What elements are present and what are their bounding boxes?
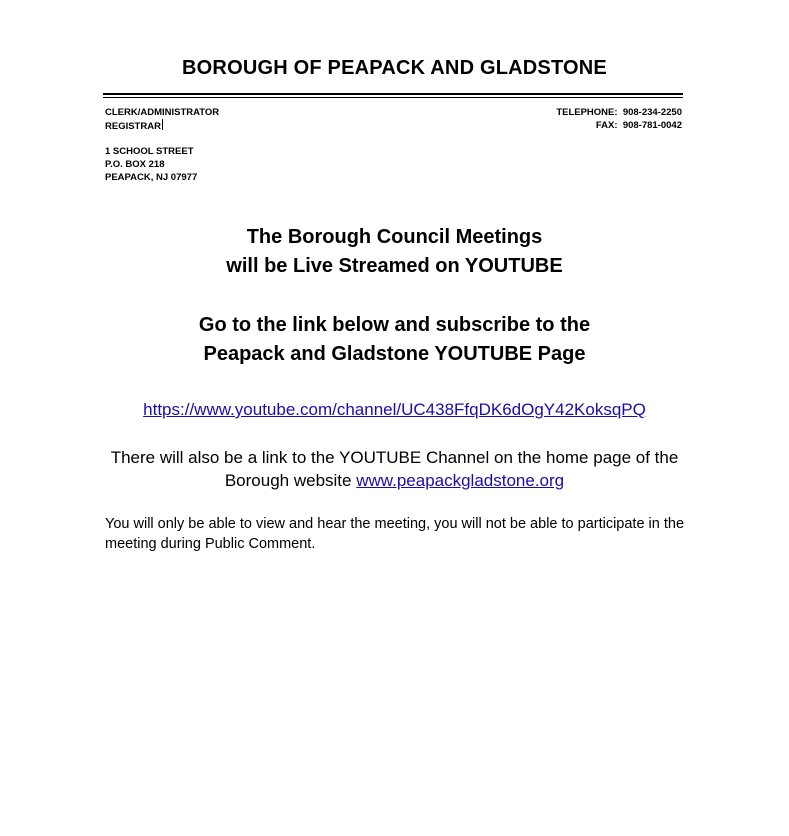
- address-line-city: PEAPACK, NJ 07977: [105, 172, 198, 183]
- youtube-channel-link[interactable]: https://www.youtube.com/channel/UC438FfqDK6dOgY42KoksqPQ: [143, 400, 646, 419]
- website-info-line1: There will also be a link to the YOUTUBE Channel on the home page of the: [110, 448, 679, 467]
- fax-number: 908-781-0042: [622, 120, 682, 131]
- subscribe-headline: [0, 311, 789, 369]
- subscribe-headline-line2: Peapack and Gladstone YOUTUBE Page: [203, 343, 586, 365]
- contact-block: [556, 106, 682, 132]
- website-info: [0, 446, 789, 492]
- text-cursor: [162, 119, 163, 130]
- telephone-number: 908-234-2250: [622, 107, 682, 118]
- website-info-prefix: Borough website: [224, 471, 352, 490]
- website-info-line2: [0, 469, 789, 492]
- telephone-line: [556, 106, 682, 119]
- header-rule-thick: [103, 93, 683, 95]
- subscribe-headline-line1: Go to the link below and subscribe to the: [198, 314, 591, 336]
- address-block: [105, 145, 197, 184]
- address-line-pobox: P.O. BOX 218: [105, 159, 165, 170]
- borough-website-link[interactable]: www.peapackgladstone.org: [356, 471, 565, 490]
- registrar-text: REGISTRAR: [105, 121, 161, 132]
- office-line-clerk: CLERK/ADMINISTRATOR: [105, 107, 220, 118]
- document-title: BOROUGH OF PEAPACK AND GLADSTONE: [182, 57, 607, 79]
- address-line-street: 1 SCHOOL STREET: [105, 146, 194, 157]
- youtube-link-line: [0, 400, 789, 420]
- livestream-headline: [0, 223, 789, 281]
- livestream-headline-line2: will be Live Streamed on YOUTUBE: [226, 255, 563, 277]
- fax-label: FAX:: [595, 120, 618, 131]
- office-line-registrar: [105, 119, 219, 133]
- header-rule-thin: [103, 97, 683, 98]
- office-block: [105, 106, 219, 133]
- participation-note: You will only be able to view and hear the meeting, you will not be able to participate in the meeting during Public Comment.: [105, 516, 685, 552]
- telephone-label: TELEPHONE:: [556, 107, 618, 118]
- fax-line: [556, 119, 682, 132]
- livestream-headline-line1: The Borough Council Meetings: [246, 226, 543, 248]
